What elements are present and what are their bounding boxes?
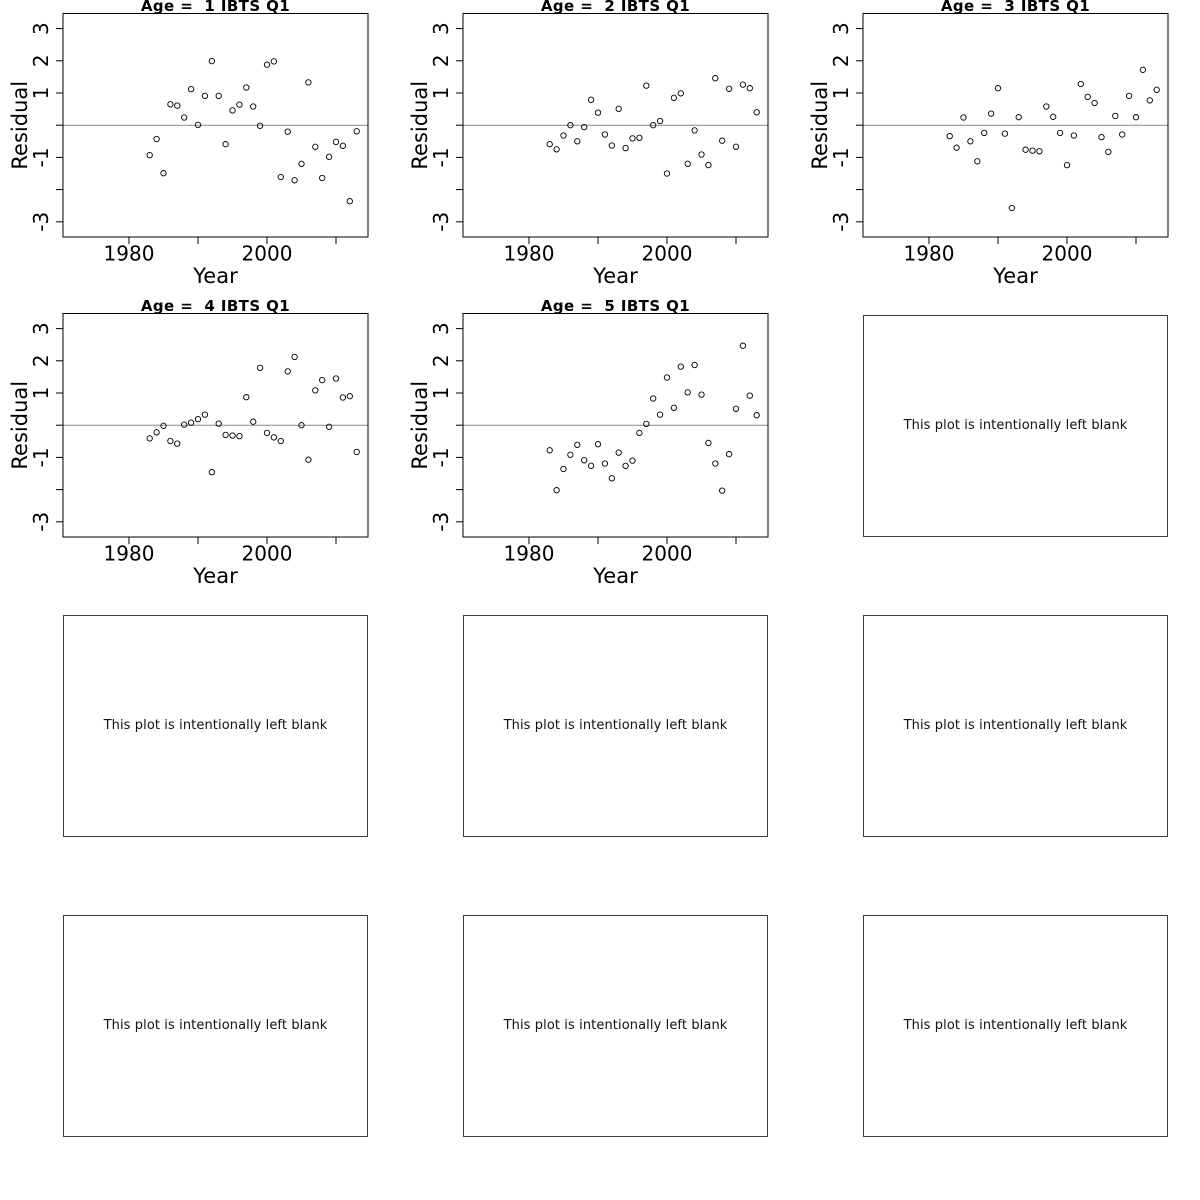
data-point [706,440,711,445]
y-axis-label: Residual [408,80,432,170]
data-point [630,458,635,463]
x-tick-label: 1980 [103,541,155,566]
blank-panel-text: This plot is intentionally left blank [503,1018,728,1033]
data-point [575,442,580,447]
x-tick-label: 1980 [503,241,555,266]
data-point [740,82,745,87]
y-tick-label: -3 [829,211,853,232]
data-point [264,62,269,67]
data-point [326,154,331,159]
blank-panel-text: This plot is intentionally left blank [503,718,728,733]
data-point [1071,133,1076,138]
y-tick-label: -3 [29,511,53,532]
data-point [168,438,173,443]
data-point [554,488,559,493]
data-point [1051,114,1056,119]
data-point [582,458,587,463]
data-point [271,435,276,440]
data-point [561,133,566,138]
data-point [561,466,566,471]
panel-title: Age = 1 IBTS Q1 [140,0,291,15]
blank-panel [463,915,768,1137]
data-point [685,161,690,166]
data-point [202,93,207,98]
scatter-panel-age-3 [800,0,1200,300]
data-point [644,421,649,426]
y-tick-label: -3 [429,211,453,232]
data-point [244,395,249,400]
data-point [1133,115,1138,120]
y-tick-label: 3 [429,22,453,35]
data-point [223,432,228,437]
y-axis-label: Residual [408,380,432,470]
data-point [657,412,662,417]
data-point [230,108,235,113]
data-point [713,461,718,466]
data-point [692,362,697,367]
data-point [278,438,283,443]
data-point [664,375,669,380]
y-tick-label: -1 [429,447,453,468]
data-point [616,450,621,455]
data-point [188,86,193,91]
data-point [1064,162,1069,167]
x-axis-label: Year [593,564,638,588]
y-tick-label: 3 [429,322,453,335]
blank-panel [863,615,1168,837]
data-point [623,463,628,468]
data-point [244,85,249,90]
data-point [209,470,214,475]
data-point [1044,104,1049,109]
y-tick-label: 1 [29,386,53,400]
data-point [313,388,318,393]
data-point [726,86,731,91]
data-point [609,476,614,481]
data-point [747,86,752,91]
x-tick-label: 2000 [641,541,693,566]
x-axis-label: Year [993,264,1038,288]
data-point [616,106,621,111]
data-point [237,433,242,438]
x-axis-label: Year [193,264,238,288]
x-tick-label: 1980 [903,241,955,266]
data-point [657,118,662,123]
data-point [257,365,262,370]
data-point [182,115,187,120]
x-tick-label: 1980 [103,241,155,266]
data-point [678,364,683,369]
data-point [1016,115,1021,120]
data-point [720,488,725,493]
data-point [209,58,214,63]
data-point [671,405,676,410]
y-tick-label: 3 [29,322,53,335]
y-tick-label: 2 [429,54,453,68]
data-point [216,93,221,98]
data-point [947,133,952,138]
data-point [285,129,290,134]
data-point [726,452,731,457]
data-point [1085,94,1090,99]
data-point [968,139,973,144]
data-point [720,138,725,143]
panel-title: Age = 4 IBTS Q1 [140,297,291,315]
data-point [223,142,228,147]
data-point [1078,81,1083,86]
blank-panel-text: This plot is intentionally left blank [903,1018,1128,1033]
data-point [168,102,173,107]
data-point [340,143,345,148]
data-point [1099,134,1104,139]
data-point [995,86,1000,91]
data-point [982,130,987,135]
data-point [733,144,738,149]
blank-panel-text: This plot is intentionally left blank [103,1018,328,1033]
y-axis-label: Residual [8,80,32,170]
panel-title: Age = 3 IBTS Q1 [940,0,1091,15]
data-point [292,354,297,359]
data-point [554,147,559,152]
data-point [264,430,269,435]
x-axis-label: Year [593,264,638,288]
data-point [154,430,159,435]
data-point [623,145,628,150]
data-point [547,448,552,453]
blank-panel [63,615,368,837]
data-point [1113,113,1118,118]
data-point [347,199,352,204]
scatter-panel-age-5 [400,297,800,600]
data-point [602,132,607,137]
blank-panel-text: This plot is intentionally left blank [903,418,1128,433]
data-point [699,152,704,157]
y-tick-label: 1 [429,86,453,100]
data-point [333,376,338,381]
data-point [161,171,166,176]
data-point [1030,148,1035,153]
data-point [333,139,338,144]
data-point [237,102,242,107]
data-point [278,174,283,179]
blank-panel [463,615,768,837]
data-point [595,442,600,447]
x-tick-label: 2000 [1041,241,1093,266]
data-point [1154,87,1159,92]
y-tick-label: 2 [429,354,453,368]
data-point [547,142,552,147]
data-point [588,463,593,468]
data-point [1037,149,1042,154]
data-point [1009,205,1014,210]
data-point [195,416,200,421]
data-point [1002,131,1007,136]
blank-panel [863,915,1168,1137]
data-point [299,161,304,166]
data-point [188,420,193,425]
data-point [602,461,607,466]
data-point [347,394,352,399]
y-tick-label: -1 [429,147,453,168]
panel-title: Age = 5 IBTS Q1 [540,297,691,315]
scatter-panel-age-1 [0,0,400,300]
data-point [747,393,752,398]
data-point [733,406,738,411]
panel-title: Age = 2 IBTS Q1 [540,0,691,15]
y-tick-label: 1 [429,386,453,400]
data-point [954,145,959,150]
data-point [175,441,180,446]
y-tick-label: 2 [29,354,53,368]
data-point [306,457,311,462]
data-point [230,433,235,438]
data-point [320,377,325,382]
data-point [754,110,759,115]
data-point [678,91,683,96]
data-point [644,83,649,88]
y-tick-label: 2 [829,54,853,68]
y-axis-label: Residual [808,80,832,170]
y-tick-label: 3 [829,22,853,35]
x-tick-label: 2000 [641,241,693,266]
data-point [1057,130,1062,135]
data-point [692,128,697,133]
data-point [1120,132,1125,137]
blank-panel [63,915,368,1137]
data-point [975,159,980,164]
x-axis-label: Year [193,564,238,588]
data-point [740,343,745,348]
y-tick-label: 3 [29,22,53,35]
data-point [713,76,718,81]
y-tick-label: -3 [29,211,53,232]
data-point [1106,149,1111,154]
data-point [1126,93,1131,98]
data-point [1147,98,1152,103]
data-point [671,95,676,100]
data-point [664,171,669,176]
x-tick-label: 2000 [241,541,293,566]
data-point [257,123,262,128]
y-tick-label: -3 [429,511,453,532]
data-point [154,136,159,141]
data-point [354,129,359,134]
blank-panel-text: This plot is intentionally left blank [103,718,328,733]
data-point [988,111,993,116]
data-point [706,162,711,167]
data-point [147,436,152,441]
data-point [306,80,311,85]
y-tick-label: 2 [29,54,53,68]
scatter-panel-age-4 [0,297,400,600]
data-point [630,136,635,141]
data-point [161,423,166,428]
data-point [285,369,290,374]
data-point [595,110,600,115]
data-point [175,103,180,108]
data-point [575,139,580,144]
data-point [292,178,297,183]
data-point [588,97,593,102]
data-point [313,144,318,149]
data-point [182,422,187,427]
x-tick-label: 1980 [503,541,555,566]
data-point [251,419,256,424]
data-point [340,395,345,400]
data-point [1092,100,1097,105]
data-point [1140,67,1145,72]
data-point [651,396,656,401]
y-tick-label: -1 [29,447,53,468]
y-tick-label: 1 [829,86,853,100]
blank-panel [863,315,1168,537]
data-point [354,449,359,454]
data-point [271,59,276,64]
y-axis-label: Residual [8,380,32,470]
data-point [568,452,573,457]
y-tick-label: 1 [29,86,53,100]
data-point [1023,147,1028,152]
x-tick-label: 2000 [241,241,293,266]
data-point [685,390,690,395]
blank-panel-text: This plot is intentionally left blank [903,718,1128,733]
data-point [699,392,704,397]
data-point [147,152,152,157]
data-point [961,115,966,120]
data-point [754,413,759,418]
scatter-panel-age-2 [400,0,800,300]
y-tick-label: -1 [29,147,53,168]
data-point [609,143,614,148]
data-point [637,135,642,140]
data-point [637,430,642,435]
data-point [202,412,207,417]
y-tick-label: -1 [829,147,853,168]
data-point [251,104,256,109]
data-point [320,175,325,180]
